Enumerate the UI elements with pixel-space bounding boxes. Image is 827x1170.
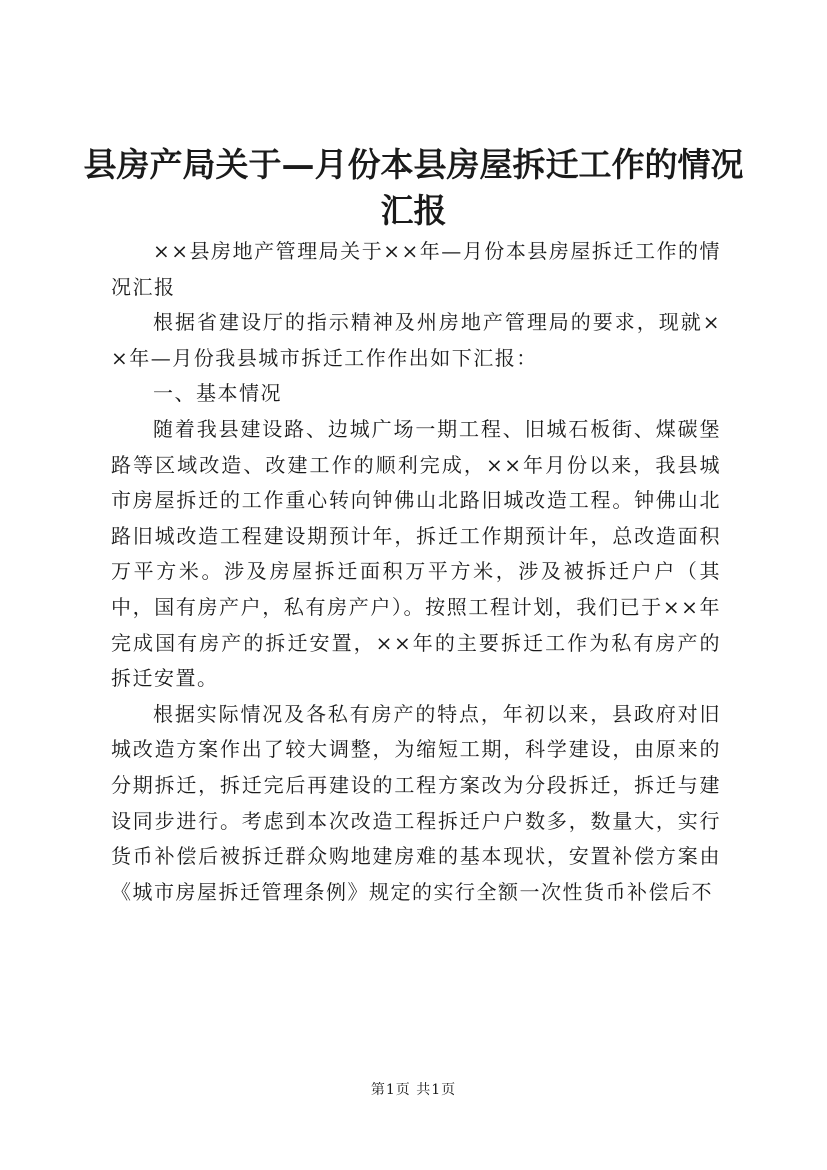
section-heading-basic-situation: 一、基本情况 [153, 381, 282, 406]
page-number-footer: 第1页 共1页 [370, 1082, 457, 1098]
document-title [60, 142, 767, 234]
paragraph-intro: 根据省建设厅的指示精神及州房地产管理局的要求，现就××年—月份我县城市拆迁工作作出如下汇报： [111, 310, 721, 370]
title-line-2: 汇报 [380, 191, 447, 230]
paragraph-plan-adjustment: 根据实际情况及各私有房产的特点，年初以来，县政府对旧城改造方案作出了较大调整，为缩短工期，科学建设，由原来的分期拆迁，拆迁完后再建设的工程方案改为分段拆迁，拆迁与建设同步进行。考虑到本次改造工程拆迁户户数多，数量大，实行货币补偿后被拆迁群众购地建房难的基本现状，安置补偿方案由《城市房屋拆迁管理条例》规定的实行全额一次性货币补偿后不 [111, 701, 721, 904]
paragraph-background: 随着我县建设路、边城广场一期工程、旧城石板街、煤碳堡路等区域改造、改建工作的顺利完成，××年月份以来，我县城市房屋拆迁的工作重心转向钟佛山北路旧城改造工程。钟佛山北路旧城改造工程建设期预计年，拆迁工作期预计年，总改造面积万平方米。涉及房屋拆迁面积万平方米，涉及被拆迁户户（其中，国有房产户，私有房产户）。按照工程计划，我们已于××年完成国有房产的拆迁安置，××年的主要拆迁工作为私有房产的拆迁安置。 [111, 416, 721, 691]
document-body [111, 234, 721, 910]
title-line-1: 县房产局关于—月份本县房屋拆迁工作的情况 [83, 145, 744, 184]
paragraph-report-heading: ××县房地产管理局关于××年—月份本县房屋拆迁工作的情况汇报 [111, 239, 721, 299]
